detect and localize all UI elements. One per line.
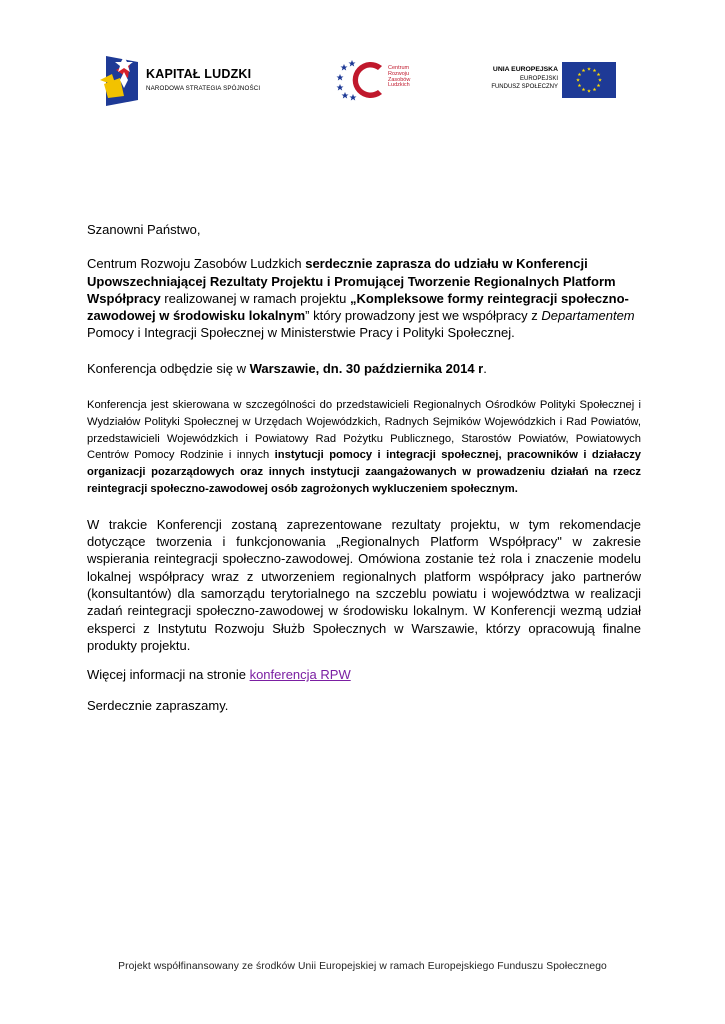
invitation-paragraph xyxy=(87,255,641,341)
text-span: Centrum Rozwoju Zasobów Ludzkich xyxy=(87,256,306,272)
eu-fund-line1: EUROPEJSKI xyxy=(519,76,558,82)
eu-star xyxy=(598,78,602,82)
crzl-wordmark xyxy=(388,66,410,89)
crzl-emblem-icon xyxy=(336,58,388,102)
crzl-line: Rozwoju xyxy=(388,70,410,77)
kapital-ludzki-title: KAPITAŁ LUDZKI xyxy=(146,67,252,81)
project-name: „Kompleksowe formy reintegracji społeczno-zawodowej w środowisku lokalnym xyxy=(87,290,629,324)
eu-title: UNIA EUROPEJSKA xyxy=(492,66,558,73)
conference-rpw-link[interactable]: konferencja RPW xyxy=(249,667,351,683)
kapital-ludzki-logo xyxy=(98,50,288,110)
crzl-line: Zasobów xyxy=(388,76,411,83)
more-info-paragraph xyxy=(87,666,641,683)
eu-star xyxy=(576,78,580,82)
eu-star xyxy=(582,68,586,72)
eu-star xyxy=(593,88,597,92)
eu-star xyxy=(578,84,582,88)
text-span: Więcej informacji na stronie xyxy=(87,667,250,683)
letter-body xyxy=(87,221,641,714)
eu-fund-line2: FUNDUSZ SPOŁECZNY xyxy=(491,84,558,90)
eu-star xyxy=(578,73,582,77)
eu-star xyxy=(597,73,601,77)
closing: Serdecznie zapraszamy. xyxy=(87,697,229,713)
eu-star xyxy=(587,89,591,93)
text-span: Pomocy i Integracji Społecznej w Ministerstwie Pracy i Polityki Społecznej. xyxy=(87,325,515,341)
conference-name: serdecznie zaprasza do udziału w Konferencji Upowszechniającej Rezultaty Projektu i Promującej Tworzenie Regionalnych Platform Współpracy xyxy=(87,256,616,306)
eu-star xyxy=(597,84,601,88)
crzl-logo xyxy=(336,58,426,102)
crzl-line: Ludzkich xyxy=(388,82,410,89)
eu-logo xyxy=(480,60,620,100)
program-paragraph: W trakcie Konferencji zostaną zaprezentowane rezultaty projektu, w tym rekomendacje dotyczące tworzenia i funkcjonowania „Regionalnych Platform Współpracy" w zakresie wspierania reintegracji społeczno-zawodowej. Omówiona zostanie też rola i znaczenie modelu lokalnej współpracy wraz z utworzeniem regionalnych platform współpracy jako partnerów (konsultantów) dla samorządu terytorialnego na szczeblu powiatu i województwa w realizacji zadań reintegracji społeczno-zawodowej w środowisku lokalnym. W Konferencji wezmą udział eksperci z Instytutu Rozwoju Służb Społecznych w Warszawie, którzy opracowują finalne produkty projektu. xyxy=(87,516,641,653)
eu-star xyxy=(582,88,586,92)
text-span: Konferencja odbędzie się w xyxy=(87,360,250,376)
text-span: Konferencja jest skierowana w szczególności do przedstawicieli Regionalnych Ośrodków Polityki Społecznej i Wydziałów Polityki Społecznej w Urzędach Wojewódzkich, Radnych Sejmików Wojewódzkich i Rad Powiatów, przedstawicieli Wojewódzkich i Powiatowy Rad Pożytku Publicznego, Starostów Powiatów, Powiatowych Centrów Pomocy Rodzinie i innych xyxy=(87,399,641,462)
eu-star xyxy=(587,67,591,71)
greeting: Szanowni Państwo, xyxy=(87,222,201,237)
date-paragraph xyxy=(87,360,641,377)
footer-cofinancing-note: Projekt współfinansowany ze środków Unii Europejskiej w ramach Europejskiego Funduszu Społecznego xyxy=(118,961,607,972)
text-span: realizowanej w ramach projektu xyxy=(160,290,350,306)
target-audience: instytucji pomocy i integracji społecznej, pracowników i działaczy organizacji pozarządowych oraz innych instytucji zaangażowanych w prowadzeniu działań na rzecz reintegracji społeczno-zawodowej osób zagrożonych wykluczeniem społecznym. xyxy=(87,449,642,496)
header-logos xyxy=(0,50,725,110)
text-span: ” który prowadzony jest we współpracy z xyxy=(305,308,542,324)
eu-star xyxy=(593,68,597,72)
text-span-italic: Departamentem xyxy=(541,308,635,324)
kapital-ludzki-emblem-icon xyxy=(98,52,142,108)
audience-paragraph xyxy=(87,397,641,498)
kapital-ludzki-subtitle: NARODOWA STRATEGIA SPÓJNOŚCI xyxy=(146,85,261,92)
text-span: . xyxy=(483,360,487,376)
crzl-line: Centrum xyxy=(388,65,410,71)
conference-date: Warszawie, dn. 30 października 2014 r xyxy=(249,360,484,376)
eu-flag-icon xyxy=(562,62,616,98)
